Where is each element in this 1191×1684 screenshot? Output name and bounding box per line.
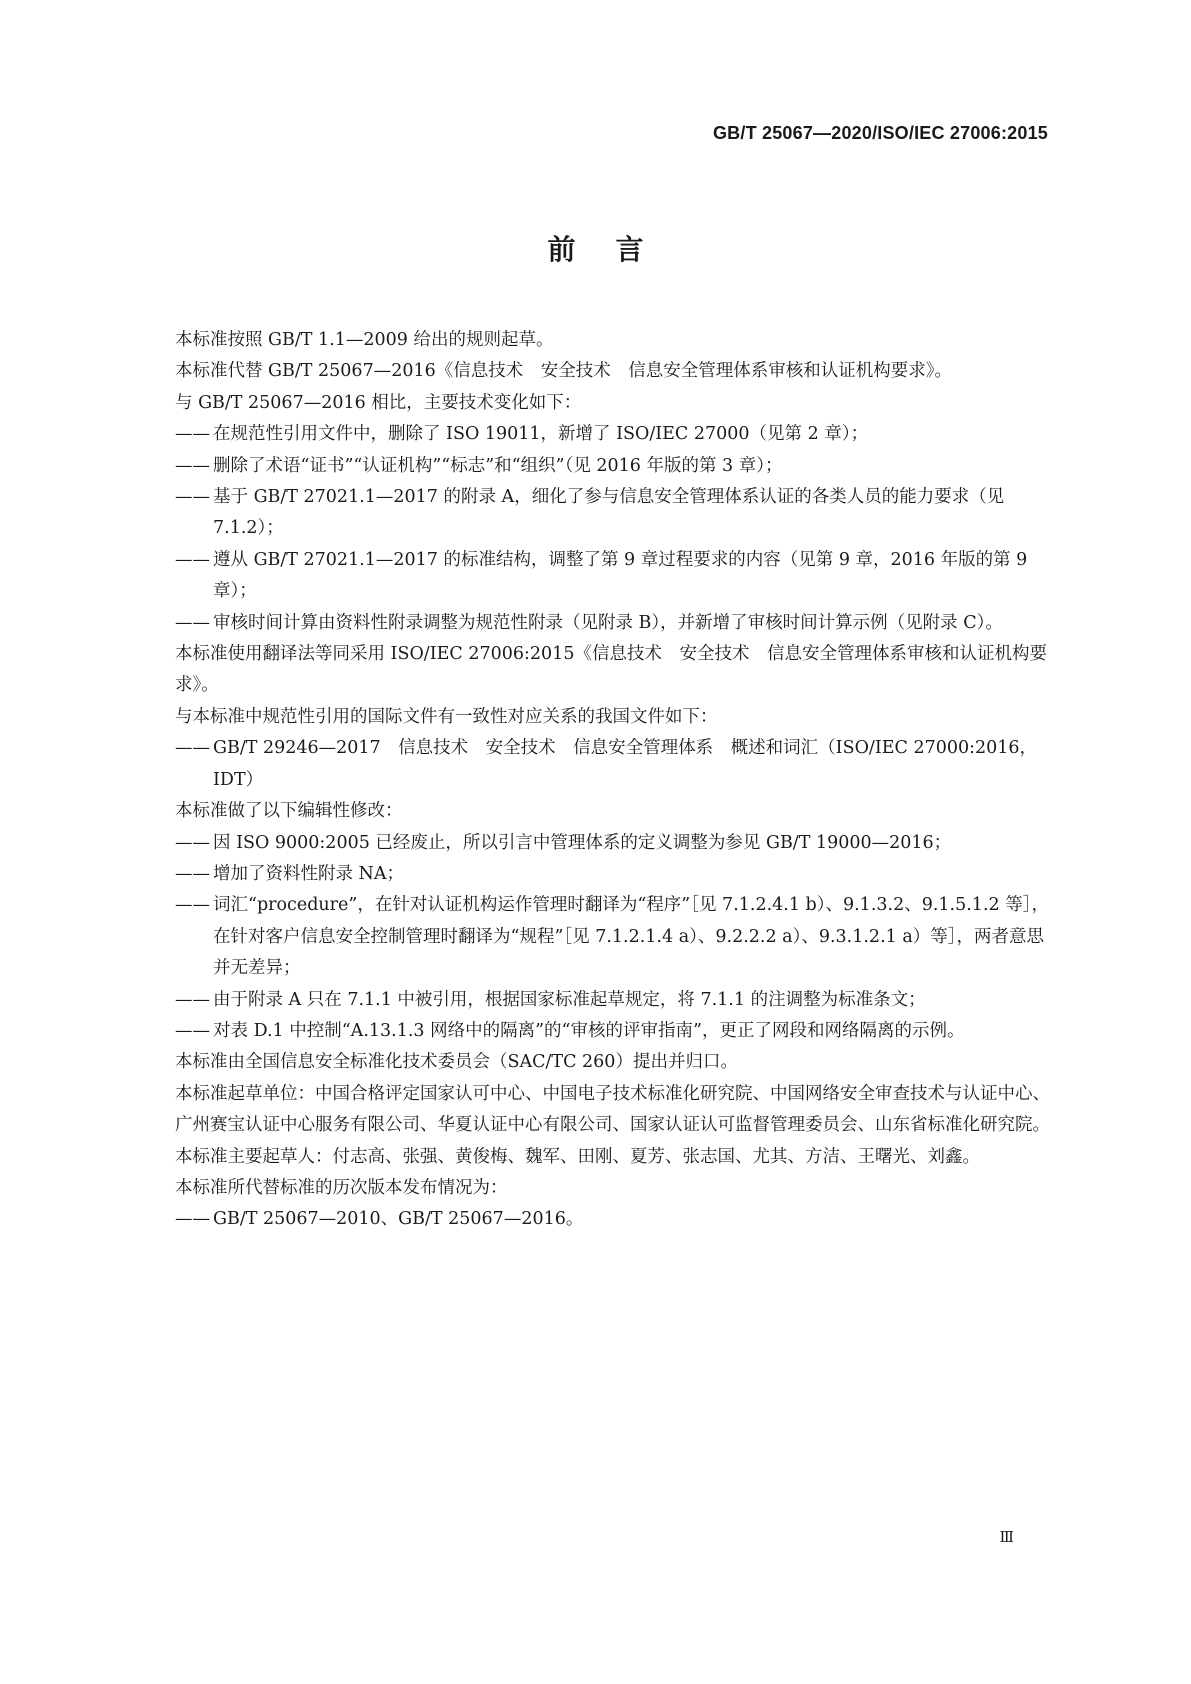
page-title: 前言	[547, 233, 684, 266]
list-item-text: 在规范性引用文件中，删除了 ISO 19011，新增了 ISO/IEC 27000（见第 2 章）；	[213, 424, 869, 445]
foreword-body	[175, 325, 1050, 1236]
dash-marker: ——	[175, 1020, 210, 1041]
list-item	[175, 859, 1050, 890]
dash-marker: ——	[175, 549, 210, 570]
dash-marker: ——	[175, 832, 210, 853]
list-item	[175, 890, 1050, 984]
list-item-text: 对表 D.1 中控制“A.13.1.3 网络中的隔离”的“审核的评审指南”，更正了网段和网络隔离的示例。	[213, 1020, 965, 1041]
paragraph: 本标准代替 GB/T 25067—2016《信息技术 安全技术 信息安全管理体系审核和认证机构要求》。	[175, 361, 952, 382]
paragraph: 与本标准中规范性引用的国际文件有一致性对应关系的我国文件如下：	[175, 706, 718, 727]
dash-marker: ——	[175, 424, 210, 445]
list-item-text: 因 ISO 9000:2005 已经废止，所以引言中管理体系的定义调整为参见 GB/T 19000—2016；	[213, 832, 952, 853]
paragraph: 本标准做了以下编辑性修改：	[175, 801, 403, 822]
list-item	[175, 1204, 1050, 1235]
list-item-text: 增加了资料性附录 NA；	[213, 863, 405, 884]
list-item	[175, 482, 1050, 545]
list-item	[175, 608, 1050, 639]
dash-marker: ——	[175, 1209, 210, 1230]
list-item-text: 审核时间计算由资料性附录调整为规范性附录（见附录 B），并新增了审核时间计算示例（见附录 C）。	[213, 612, 1003, 633]
dash-marker: ——	[175, 895, 210, 916]
list-item-text: 基于 GB/T 27021.1—2017 的附录 A，细化了参与信息安全管理体系认证的各类人员的能力要求（见 7.1.2）；	[213, 487, 1005, 539]
dash-marker: ——	[175, 989, 210, 1010]
paragraph: 本标准由全国信息安全标准化技术委员会（SAC/TC 260）提出并归口。	[175, 1052, 738, 1073]
list-item	[175, 733, 1050, 796]
list-item-text: 词汇“procedure”，在针对认证机构运作管理时翻译为“程序”［见 7.1.2.4.1 b）、9.1.3.2、9.1.5.1.2 等］，在针对客户信息安全控制管理时翻译为“规程”［见 7.1.2.1.4 a）、9.2.2.2 a）、9.3.1.2.1 a）等］，两者意思并无差异；	[213, 895, 1049, 979]
page-number: Ⅲ	[999, 1528, 1014, 1546]
list-item	[175, 828, 1050, 859]
list-item	[175, 451, 1050, 482]
dash-marker: ——	[175, 455, 210, 476]
list-item-text: 由于附录 A 只在 7.1.1 中被引用，根据国家标准起草规定，将 7.1.1 的注调整为标准条文；	[213, 989, 926, 1010]
paragraph: 本标准所代替标准的历次版本发布情况为：	[175, 1177, 508, 1198]
dash-marker: ——	[175, 487, 210, 508]
standard-code-header: GB/T 25067—2020/ISO/IEC 27006:2015	[712, 123, 1048, 143]
list-item-text: 遵从 GB/T 27021.1—2017 的标准结构，调整了第 9 章过程要求的内容（见第 9 章，2016 年版的第 9 章）；	[213, 549, 1028, 602]
paragraph: 本标准主要起草人：付志高、张强、黄俊梅、魏军、田刚、夏芳、张志国、尤其、方洁、王曙光、刘鑫。	[175, 1146, 980, 1167]
dash-marker: ——	[175, 738, 210, 759]
list-item	[175, 985, 1050, 1016]
paragraph: 与 GB/T 25067—2016 相比，主要技术变化如下：	[175, 392, 582, 413]
paragraph: 本标准使用翻译法等同采用 ISO/IEC 27006:2015《信息技术 安全技术 信息安全管理体系审核和认证机构要求》。	[175, 644, 1047, 696]
list-item	[175, 419, 1050, 450]
dash-marker: ——	[175, 612, 210, 633]
list-item-text: GB/T 29246—2017 信息技术 安全技术 信息安全管理体系 概述和词汇（ISO/IEC 27000:2016，IDT）	[213, 738, 1038, 790]
dash-marker: ——	[175, 863, 210, 884]
list-item-text: 删除了术语“证书”“认证机构”“标志”和“组织”（见 2016 年版的第 3 章）；	[213, 455, 783, 476]
list-item	[175, 1016, 1050, 1047]
list-item	[175, 545, 1050, 608]
paragraph: 本标准按照 GB/T 1.1—2009 给出的规则起草。	[175, 330, 554, 350]
paragraph: 本标准起草单位：中国合格评定国家认可中心、中国电子技术标准化研究院、中国网络安全审查技术与认证中心、广州赛宝认证中心服务有限公司、华夏认证中心有限公司、国家认证认可监督管理委员会、山东省标准化研究院。	[175, 1083, 1050, 1136]
list-item-text: GB/T 25067—2010、GB/T 25067—2016。	[213, 1209, 584, 1230]
